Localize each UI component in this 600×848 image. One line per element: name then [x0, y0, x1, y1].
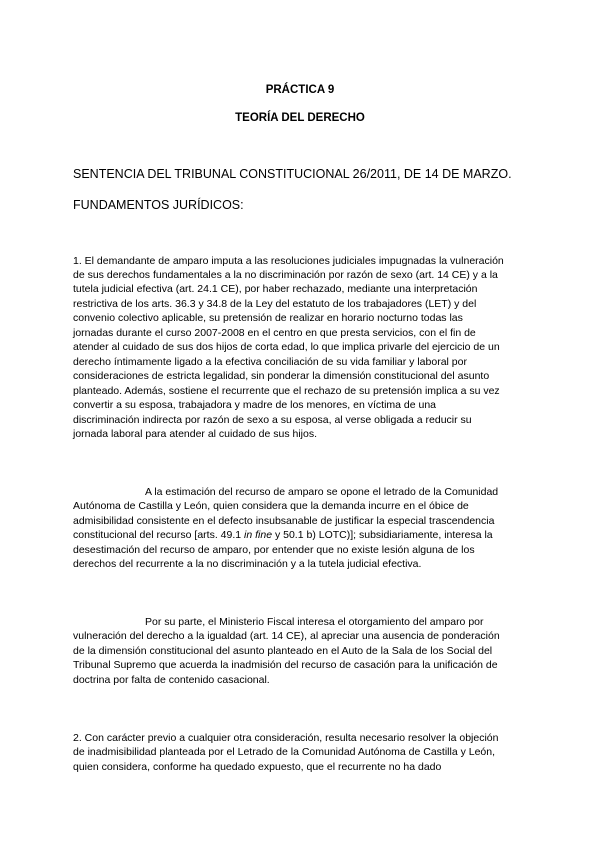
- paragraph-1-line: jornada laboral para atender al cuidado de sus hijos.: [73, 428, 317, 440]
- paragraph-2-text: constitucional del recurso [arts. 49.1: [73, 529, 245, 541]
- subject-title: TEORÍA DEL DERECHO: [235, 112, 365, 124]
- paragraph-3-line: vulneración del derecho a la igualdad (art. 14 CE), al apreciar una ausencia de ponderación: [73, 630, 500, 642]
- paragraph-1-line: planteado. Además, sostiene el recurrente que el rechazo de su pretensión implica a su vez: [73, 385, 500, 397]
- paragraph-4-line: quien considera, conforme ha quedado expuesto, que el recurrente no ha dado: [73, 761, 442, 773]
- paragraph-1-line: tutela judicial efectiva (art. 24.1 CE), por haber rechazado, mediante una interpretación: [73, 283, 478, 295]
- paragraph-1-line: derecho íntimamente ligado a la efectiva conciliación de su vida familiar y laboral por: [73, 356, 467, 368]
- paragraph-2-line: derechos del recurrente a la no discriminación y a la tutela judicial efectiva.: [73, 558, 422, 570]
- paragraph-3-line: doctrina por falta de contenido casacional.: [73, 674, 270, 686]
- paragraph-1-line: consideraciones de estricta legalidad, sin ponderar la dimensión constitucional del asunto: [73, 370, 490, 382]
- paragraph-1-line: convertir a su esposa, trabajadora y madre de los menores, en víctima de una: [73, 399, 437, 411]
- paragraph-1-line: discriminación indirecta por razón de sexo a su esposa, al verse obligada a reducir su: [73, 414, 472, 426]
- paragraph-1-line: de sus derechos fundamentales a la no discriminación por razón de sexo (art. 14 CE) y a la: [73, 269, 498, 281]
- paragraph-2-text: y 50.1 b) LOTC)]; subsidiariamente, interesa la: [272, 529, 493, 541]
- paragraph-2-line: Autónoma de Castilla y León, quien considera que la demanda incurre en el óbice de: [73, 500, 469, 512]
- paragraph-2-line: desestimación del recurso de amparo, por entender que no existe lesión alguna de los: [73, 544, 475, 556]
- paragraph-3-line: de la dimensión constitucional del asunto planteado en el Auto de la Sala de los Social del: [73, 645, 493, 657]
- paragraph-1-line: jornadas durante el curso 2007-2008 en el centro en que presta servicios, con el fin de: [73, 327, 476, 339]
- paragraph-1-line: 1. El demandante de amparo imputa a las resoluciones judiciales impugnadas la vulneración: [73, 255, 504, 267]
- paragraph-2-line: A la estimación del recurso de amparo se opone el letrado de la Comunidad: [145, 486, 499, 498]
- sentencia-heading: SENTENCIA DEL TRIBUNAL CONSTITUCIONAL 26/2011, DE 14 DE MARZO.: [73, 167, 512, 181]
- paragraph-1-line: atender al cuidado de sus dos hijos de corta edad, lo que implica privarle del ejercicio de un: [73, 341, 500, 353]
- paragraph-2-line: admisibilidad consistente en el defecto insubsanable de justificar la especial trascendencia: [73, 515, 495, 527]
- paragraph-3-line: Por su parte, el Ministerio Fiscal interesa el otorgamiento del amparo por: [145, 616, 484, 628]
- practice-title: PRÁCTICA 9: [265, 84, 335, 96]
- paragraph-3-line: Tribunal Supremo que acuerda la inadmisión del recurso de casación para la unificación de: [73, 659, 498, 671]
- paragraph-1-line: convenio colectivo aplicable, su pretensión de realizar en horario nocturno todas las: [73, 312, 463, 324]
- fundamentos-heading: FUNDAMENTOS JURÍDICOS:: [73, 198, 244, 212]
- paragraph-4-line: 2. Con carácter previo a cualquier otra consideración, resulta necesario resolver la objeción: [73, 732, 499, 744]
- paragraph-4-line: de inadmisibilidad planteada por el Letrado de la Comunidad Autónoma de Castilla y León,: [73, 746, 496, 758]
- paragraph-2-italic-text: in fine: [244, 529, 273, 541]
- paragraph-2-line: [73, 529, 493, 542]
- paragraph-1-line: restrictiva de los arts. 36.3 y 34.8 de la Ley del estatuto de los trabajadores (LET) y del: [73, 298, 477, 310]
